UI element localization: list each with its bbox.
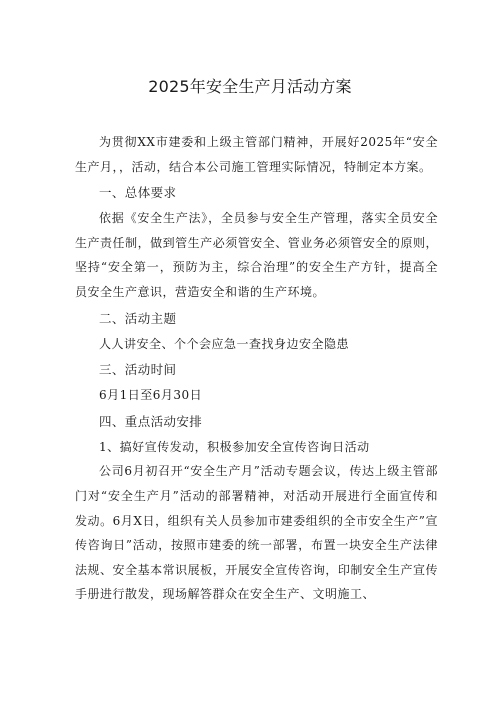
general-requirements-paragraph: 依据《安全生产法》，全员参与安全生产管理，落实全员安全生产责任制，做到管生产必须管安全、管业务必须管安全的原则，坚持“安全第一，预防为主，综合治理”的安全生产方针，提高全员安全生产意识，营造安全和谐的生产环境。 bbox=[75, 211, 438, 299]
document-title: 2025年安全生产月活动方案 bbox=[148, 77, 352, 96]
document-body bbox=[75, 130, 438, 607]
section-heading-activity-time: 三、活动时间 bbox=[99, 362, 177, 378]
key-activity-item-1: 1、搞好宣传发动，积极参加安全宣传咨询日活动 bbox=[99, 439, 370, 454]
section-heading-general-requirements: 一、总体要求 bbox=[99, 185, 177, 201]
key-activity-paragraph: 公司6月初召开“安全生产月”活动专题会议，传达上级主管部门对“安全生产月”活动的部署精神，对活动开展进行全面宣传和发动。6月X日，组织有关人员参加市建委组织的全市安全生产”宣传咨询日”活动，按照市建委的统一部署，布置一块安全生产法律法规、安全基本常识展板，开展安全宣传咨询，印制安全生产宣传手册进行散发，现场解答群众在安全生产、文明施工、 bbox=[75, 464, 438, 602]
section-heading-key-activities: 四、重点活动安排 bbox=[99, 413, 203, 429]
section-heading-activity-theme: 二、活动主题 bbox=[99, 310, 177, 326]
activity-time-paragraph: 6月1日至6月30日 bbox=[99, 388, 203, 403]
activity-theme-paragraph: 人人讲安全、个个会应急一查找身边安全隐患 bbox=[99, 336, 350, 351]
intro-paragraph: 为贯彻XX市建委和上级主管部门精神，开展好2025年“安全生产月，，活动，结合本公司施工管理实际情况，特制定本方案。 bbox=[75, 135, 438, 174]
